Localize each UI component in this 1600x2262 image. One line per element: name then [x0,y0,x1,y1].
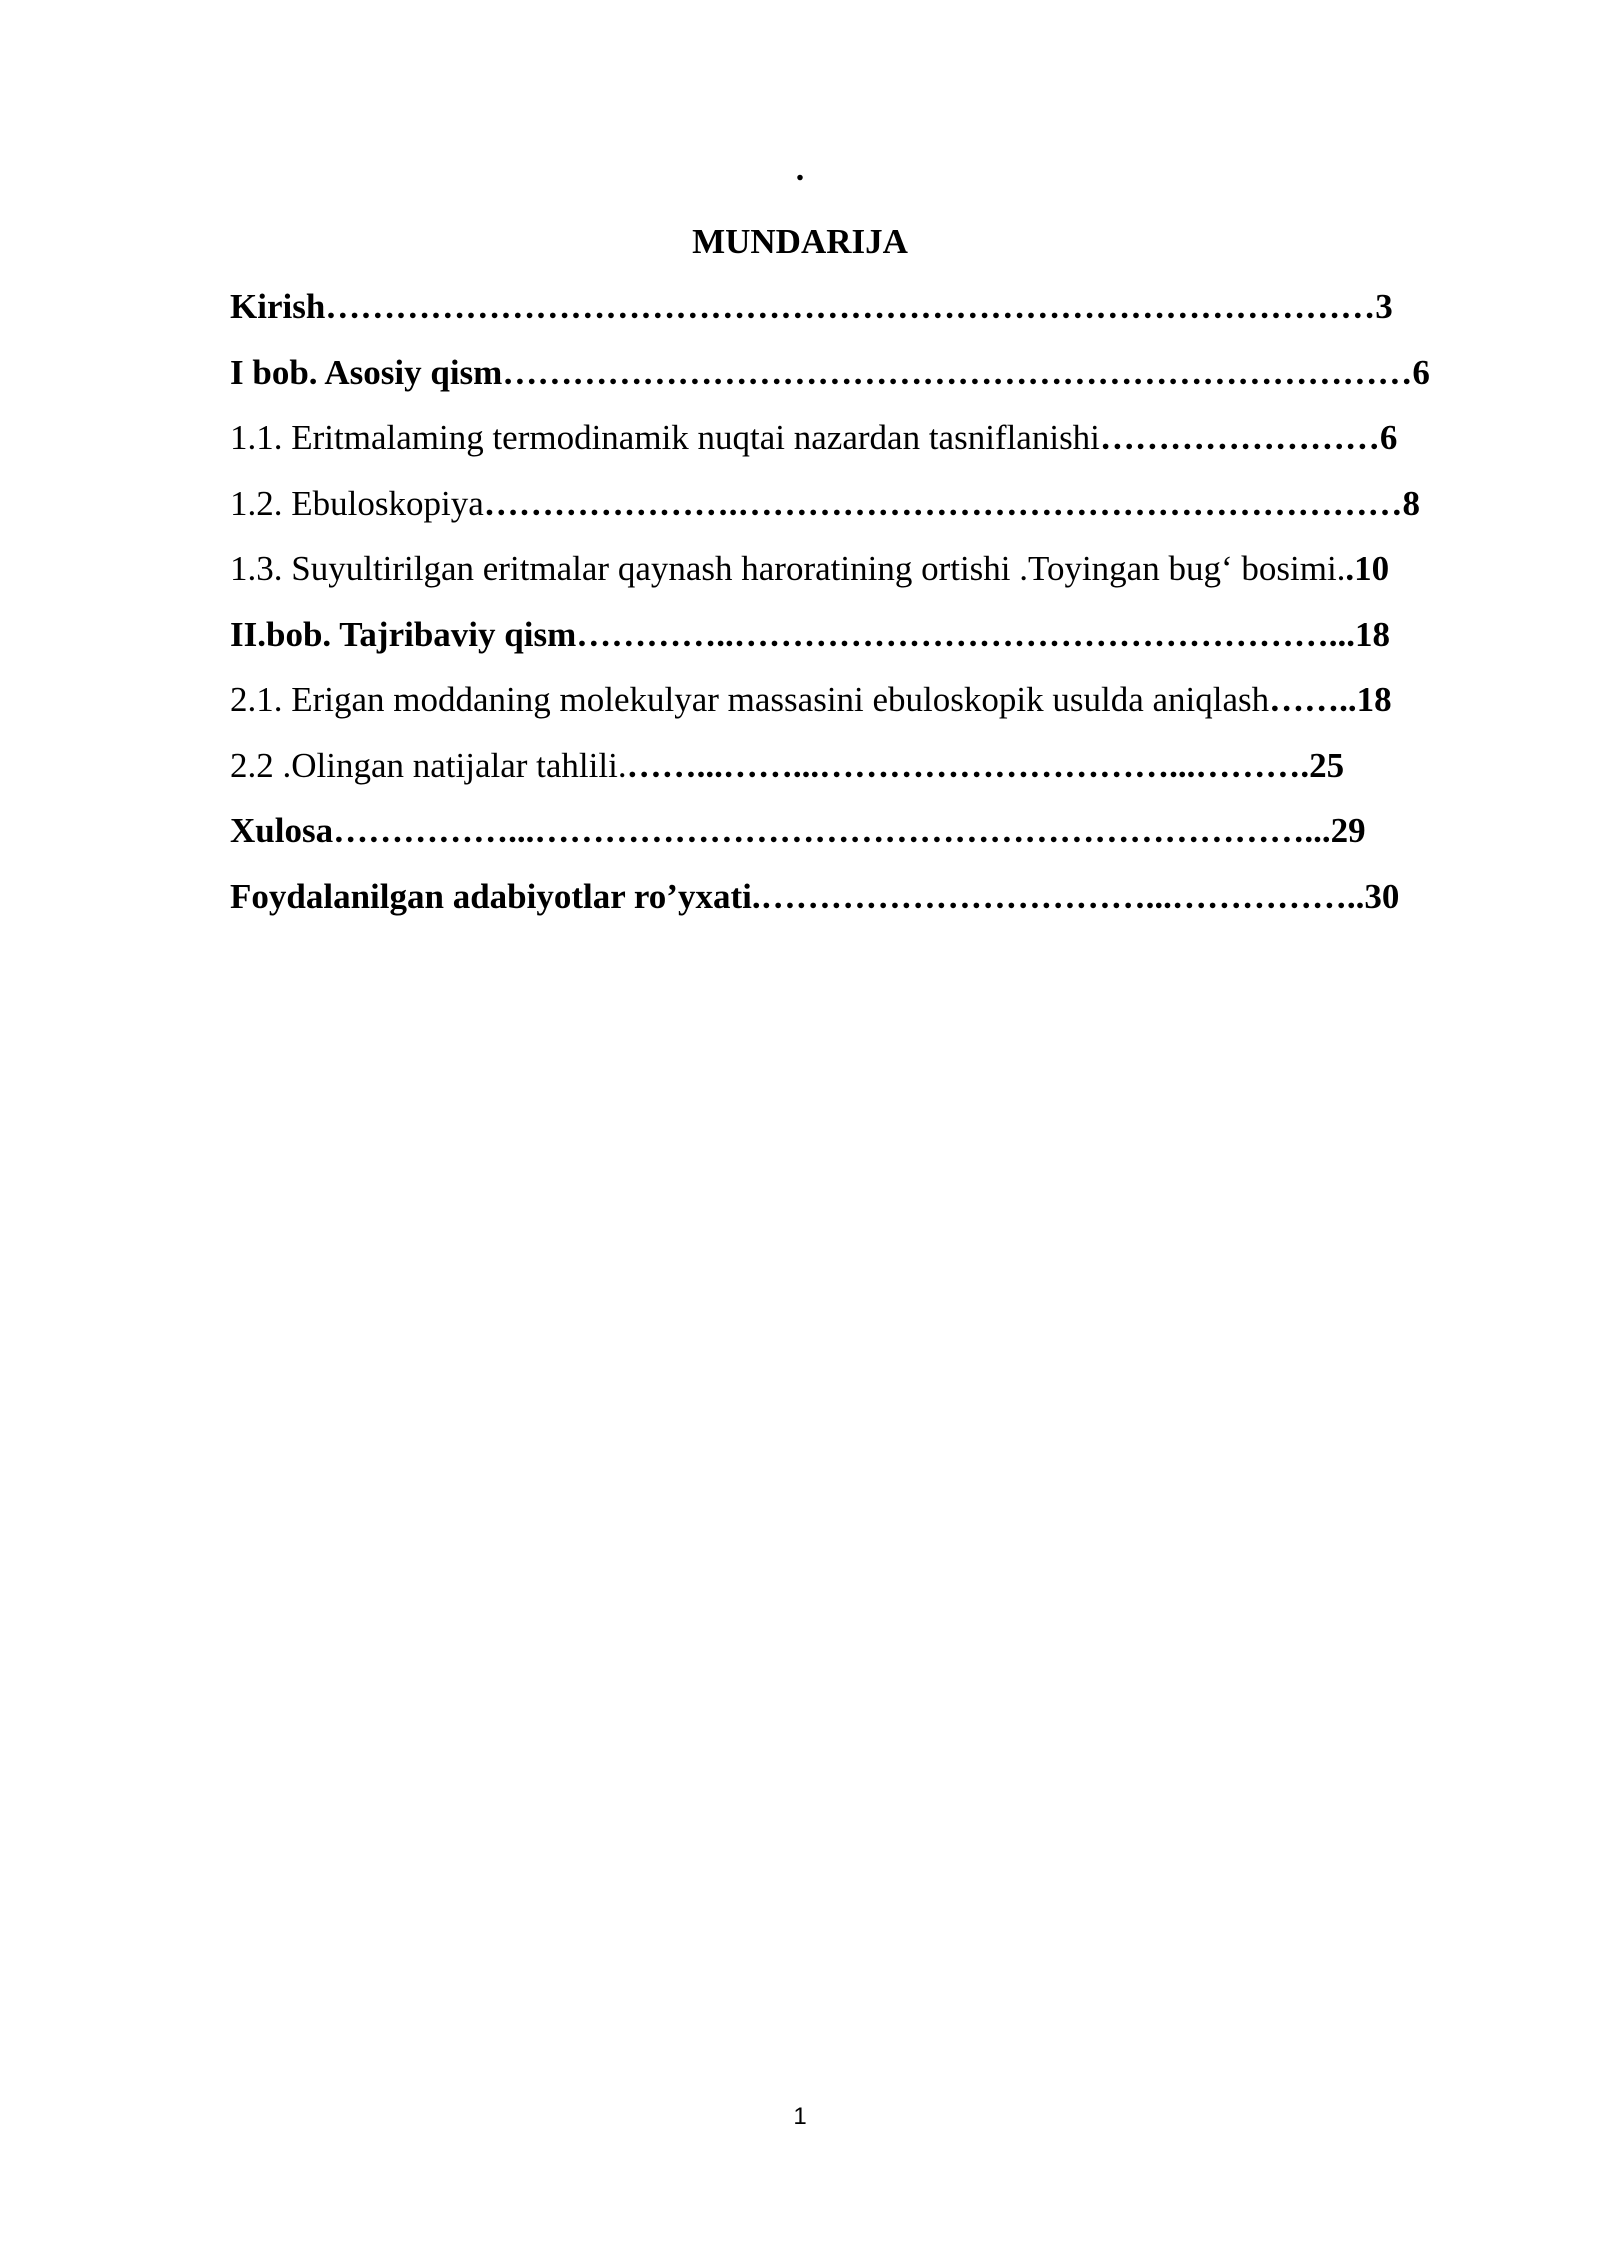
toc-entry-page: 29 [1330,811,1366,850]
toc-entry-1-3 [230,544,1496,610]
toc-entry-page: 10 [1354,549,1390,588]
toc-entry-leader: …………………………………………………………………… [502,352,1413,392]
table-of-contents [230,282,1496,937]
toc-entry-label: 1.1. Eritmalaming termodinamik nuqtai nazardan tasniflanishi [230,418,1100,457]
toc-entry-2-2 [230,741,1496,807]
toc-entry-leader: ……………………………...…………….. [760,876,1365,916]
toc-entry-page: 18 [1356,680,1392,719]
page-number: 1 [793,2103,807,2130]
toc-entry-references [230,872,1496,938]
toc-entry-label: 2.1. Erigan moddaning molekulyar massasini ebuloskopik usulda aniqlash [230,680,1270,719]
toc-entry-page: 3 [1375,287,1393,326]
toc-entry-leader: …………..……………………………………………... [576,614,1355,654]
toc-entry-label: Foydalanilgan adabiyotlar ro’yxati. [230,876,761,916]
toc-entry-page: 6 [1379,418,1398,457]
toc-entry-kirish [230,282,1496,348]
toc-entry-label: 1.3. Suyultirilgan eritmalar qaynash haroratining ortishi .Toyingan bug‘ bosimi. [230,549,1346,588]
toc-entry-page: 6 [1412,352,1430,392]
toc-entry-label: Xulosa [230,811,334,850]
toc-entry-1-1 [230,413,1496,479]
toc-entry-2-1 [230,675,1496,741]
toc-entry-label: 2.2 .Olingan natijalar tahlili. [230,745,627,785]
toc-entry-page: 18 [1355,614,1390,654]
page-title: MUNDARIJA [692,222,908,261]
toc-entry-chapter-2 [230,610,1496,676]
toc-entry-page: 8 [1402,483,1420,523]
toc-entry-xulosa [230,806,1496,872]
toc-entry-label: II.bob. Tajribaviy qism [230,614,577,654]
toc-entry-chapter-1 [230,348,1496,414]
toc-entry-leader: ……...……...…………………………...………. [626,745,1310,785]
toc-entry-leader: …….. [1269,680,1357,719]
toc-entry-label: Kirish [230,287,326,326]
toc-entry-1-2 [230,479,1496,545]
top-dot: . [795,151,805,188]
toc-entry-leader: …………………… [1099,418,1380,457]
toc-entry-leader: . [1345,549,1355,588]
toc-entry-page: 30 [1364,876,1400,916]
toc-entry-page: 25 [1309,745,1345,785]
toc-entry-leader: ……………………………………………………………………………… [325,287,1376,326]
toc-entry-label: I bob. Asosiy qism [230,352,503,392]
toc-entry-label: 1.2. Ebuloskopiya [230,483,484,523]
toc-entry-leader: ……………...…………………………………………………………... [333,811,1331,850]
toc-entry-leader: ………………….………………………………………………… [483,483,1403,523]
